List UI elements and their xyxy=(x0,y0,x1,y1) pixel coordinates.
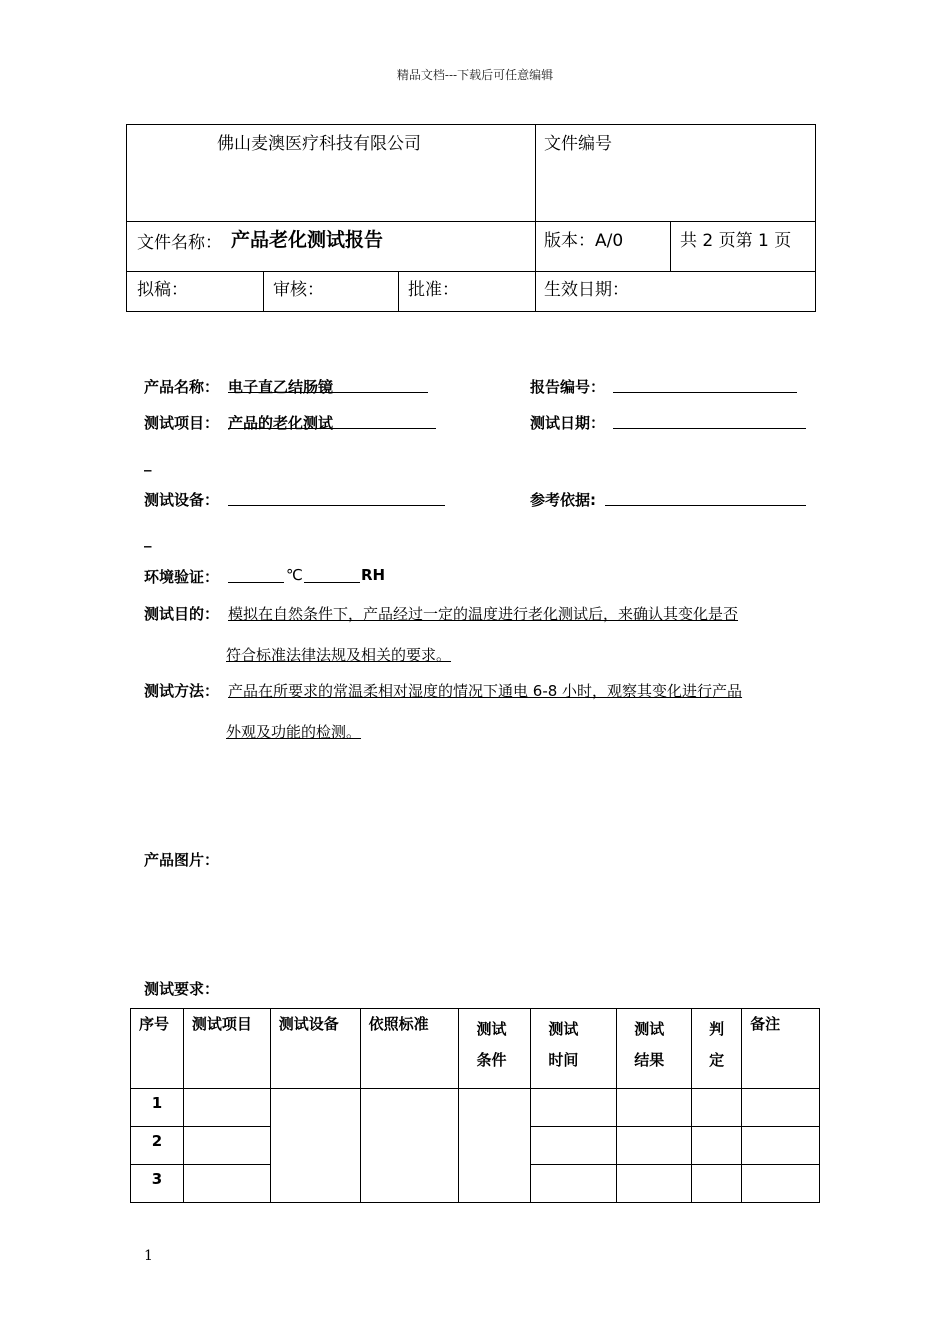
row-seq: 2 xyxy=(131,1127,184,1165)
row-cell xyxy=(183,1165,270,1203)
row-cell xyxy=(617,1127,692,1165)
header-time-line-2: 时间 xyxy=(548,1051,579,1069)
header-conditions-line-2: 条件 xyxy=(476,1051,507,1069)
row-cell xyxy=(617,1165,692,1203)
header-judge-line-2: 定 xyxy=(709,1051,725,1069)
draft-label: 拟稿： xyxy=(137,280,188,300)
doc-number-label: 文件编号 xyxy=(544,134,612,154)
header-item: 测试项目 xyxy=(183,1009,270,1089)
header-time-line-1: 测试 xyxy=(548,1020,579,1038)
method-line-2: 外观及功能的检测。 xyxy=(226,723,362,741)
header-result-line-1: 测试 xyxy=(634,1020,665,1038)
header-standard: 依照标准 xyxy=(360,1009,459,1089)
method-line-1: 产品在所要求的常温柔相对湿度的情况下通电 6-8 小时，观察其变化进行产品 xyxy=(228,682,743,700)
test-date-field xyxy=(613,428,806,429)
purpose-line-2: 符合标准法律法规及相关的要求。 xyxy=(226,646,452,664)
row-cell xyxy=(183,1127,270,1165)
purpose-label: 测试目的： xyxy=(144,605,220,623)
dash-line: _ xyxy=(144,530,152,548)
page-number: 1 xyxy=(144,1248,153,1264)
row-seq: 3 xyxy=(131,1165,184,1203)
header-remark: 备注 xyxy=(742,1009,820,1089)
header-equipment: 测试设备 xyxy=(270,1009,360,1089)
table-row xyxy=(131,1089,820,1127)
conditions-merged-cell xyxy=(459,1089,531,1203)
env-rh-unit: RH xyxy=(361,566,386,584)
header-seq: 序号 xyxy=(131,1009,184,1089)
doc-name-label: 文件名称： xyxy=(137,233,222,253)
watermark: 精品文档---下载后可任意编辑 xyxy=(396,68,554,82)
report-no-field xyxy=(613,392,797,393)
row-cell xyxy=(692,1165,742,1203)
row-seq: 1 xyxy=(131,1089,184,1127)
test-item-underline xyxy=(228,428,436,429)
purpose-line-1: 模拟在自然条件下，产品经过一定的温度进行老化测试后，来确认其变化是否 xyxy=(228,605,739,623)
requirements-label: 测试要求： xyxy=(144,980,220,998)
equipment-label: 测试设备： xyxy=(144,491,220,509)
header-result-line-2: 结果 xyxy=(634,1051,665,1069)
test-item-label: 测试项目： xyxy=(144,414,220,432)
page-count: 共 2 页第 1 页 xyxy=(680,231,792,251)
env-label: 环境验证： xyxy=(144,568,220,586)
dash-line: _ xyxy=(144,454,152,472)
header-judge xyxy=(692,1009,742,1089)
test-date-label: 测试日期： xyxy=(530,414,606,432)
row-cell xyxy=(531,1165,617,1203)
product-name-underline xyxy=(228,392,428,393)
document-header-box xyxy=(126,124,816,312)
row-cell xyxy=(692,1089,742,1127)
method-label: 测试方法： xyxy=(144,682,220,700)
equipment-merged-cell xyxy=(270,1089,360,1203)
row-cell xyxy=(531,1127,617,1165)
report-no-label: 报告编号： xyxy=(530,378,606,396)
table-header-row xyxy=(131,1009,820,1089)
row-cell xyxy=(742,1089,820,1127)
requirements-table xyxy=(130,1008,820,1203)
product-name: 电子直乙结肠镜 xyxy=(228,378,334,396)
row-cell xyxy=(742,1127,820,1165)
company-name: 佛山麦澳医疗科技有限公司 xyxy=(217,134,421,154)
review-label: 审核： xyxy=(273,280,324,300)
env-temp-field xyxy=(228,582,284,583)
reference-label: 参考依据: xyxy=(530,491,596,509)
header-result xyxy=(617,1009,692,1089)
reference-field xyxy=(605,505,806,506)
equipment-field xyxy=(228,505,445,506)
version: 版本：A/0 xyxy=(544,231,624,251)
doc-name: 产品老化测试报告 xyxy=(231,229,384,251)
effective-date-label: 生效日期： xyxy=(544,280,629,300)
test-item: 产品的老化测试 xyxy=(228,414,334,432)
row-cell xyxy=(183,1089,270,1127)
row-cell xyxy=(617,1089,692,1127)
row-cell xyxy=(692,1127,742,1165)
product-name-label: 产品名称： xyxy=(144,378,220,396)
header-judge-line-1: 判 xyxy=(709,1020,725,1038)
approve-label: 批准： xyxy=(408,280,459,300)
header-time xyxy=(531,1009,617,1089)
photo-label: 产品图片： xyxy=(144,851,220,869)
header-conditions xyxy=(459,1009,531,1089)
standard-merged-cell xyxy=(360,1089,459,1203)
env-rh-field xyxy=(304,582,360,583)
env-temp-unit: ℃ xyxy=(286,566,303,584)
header-conditions-line-1: 测试 xyxy=(476,1020,507,1038)
row-cell xyxy=(531,1089,617,1127)
row-cell xyxy=(742,1165,820,1203)
